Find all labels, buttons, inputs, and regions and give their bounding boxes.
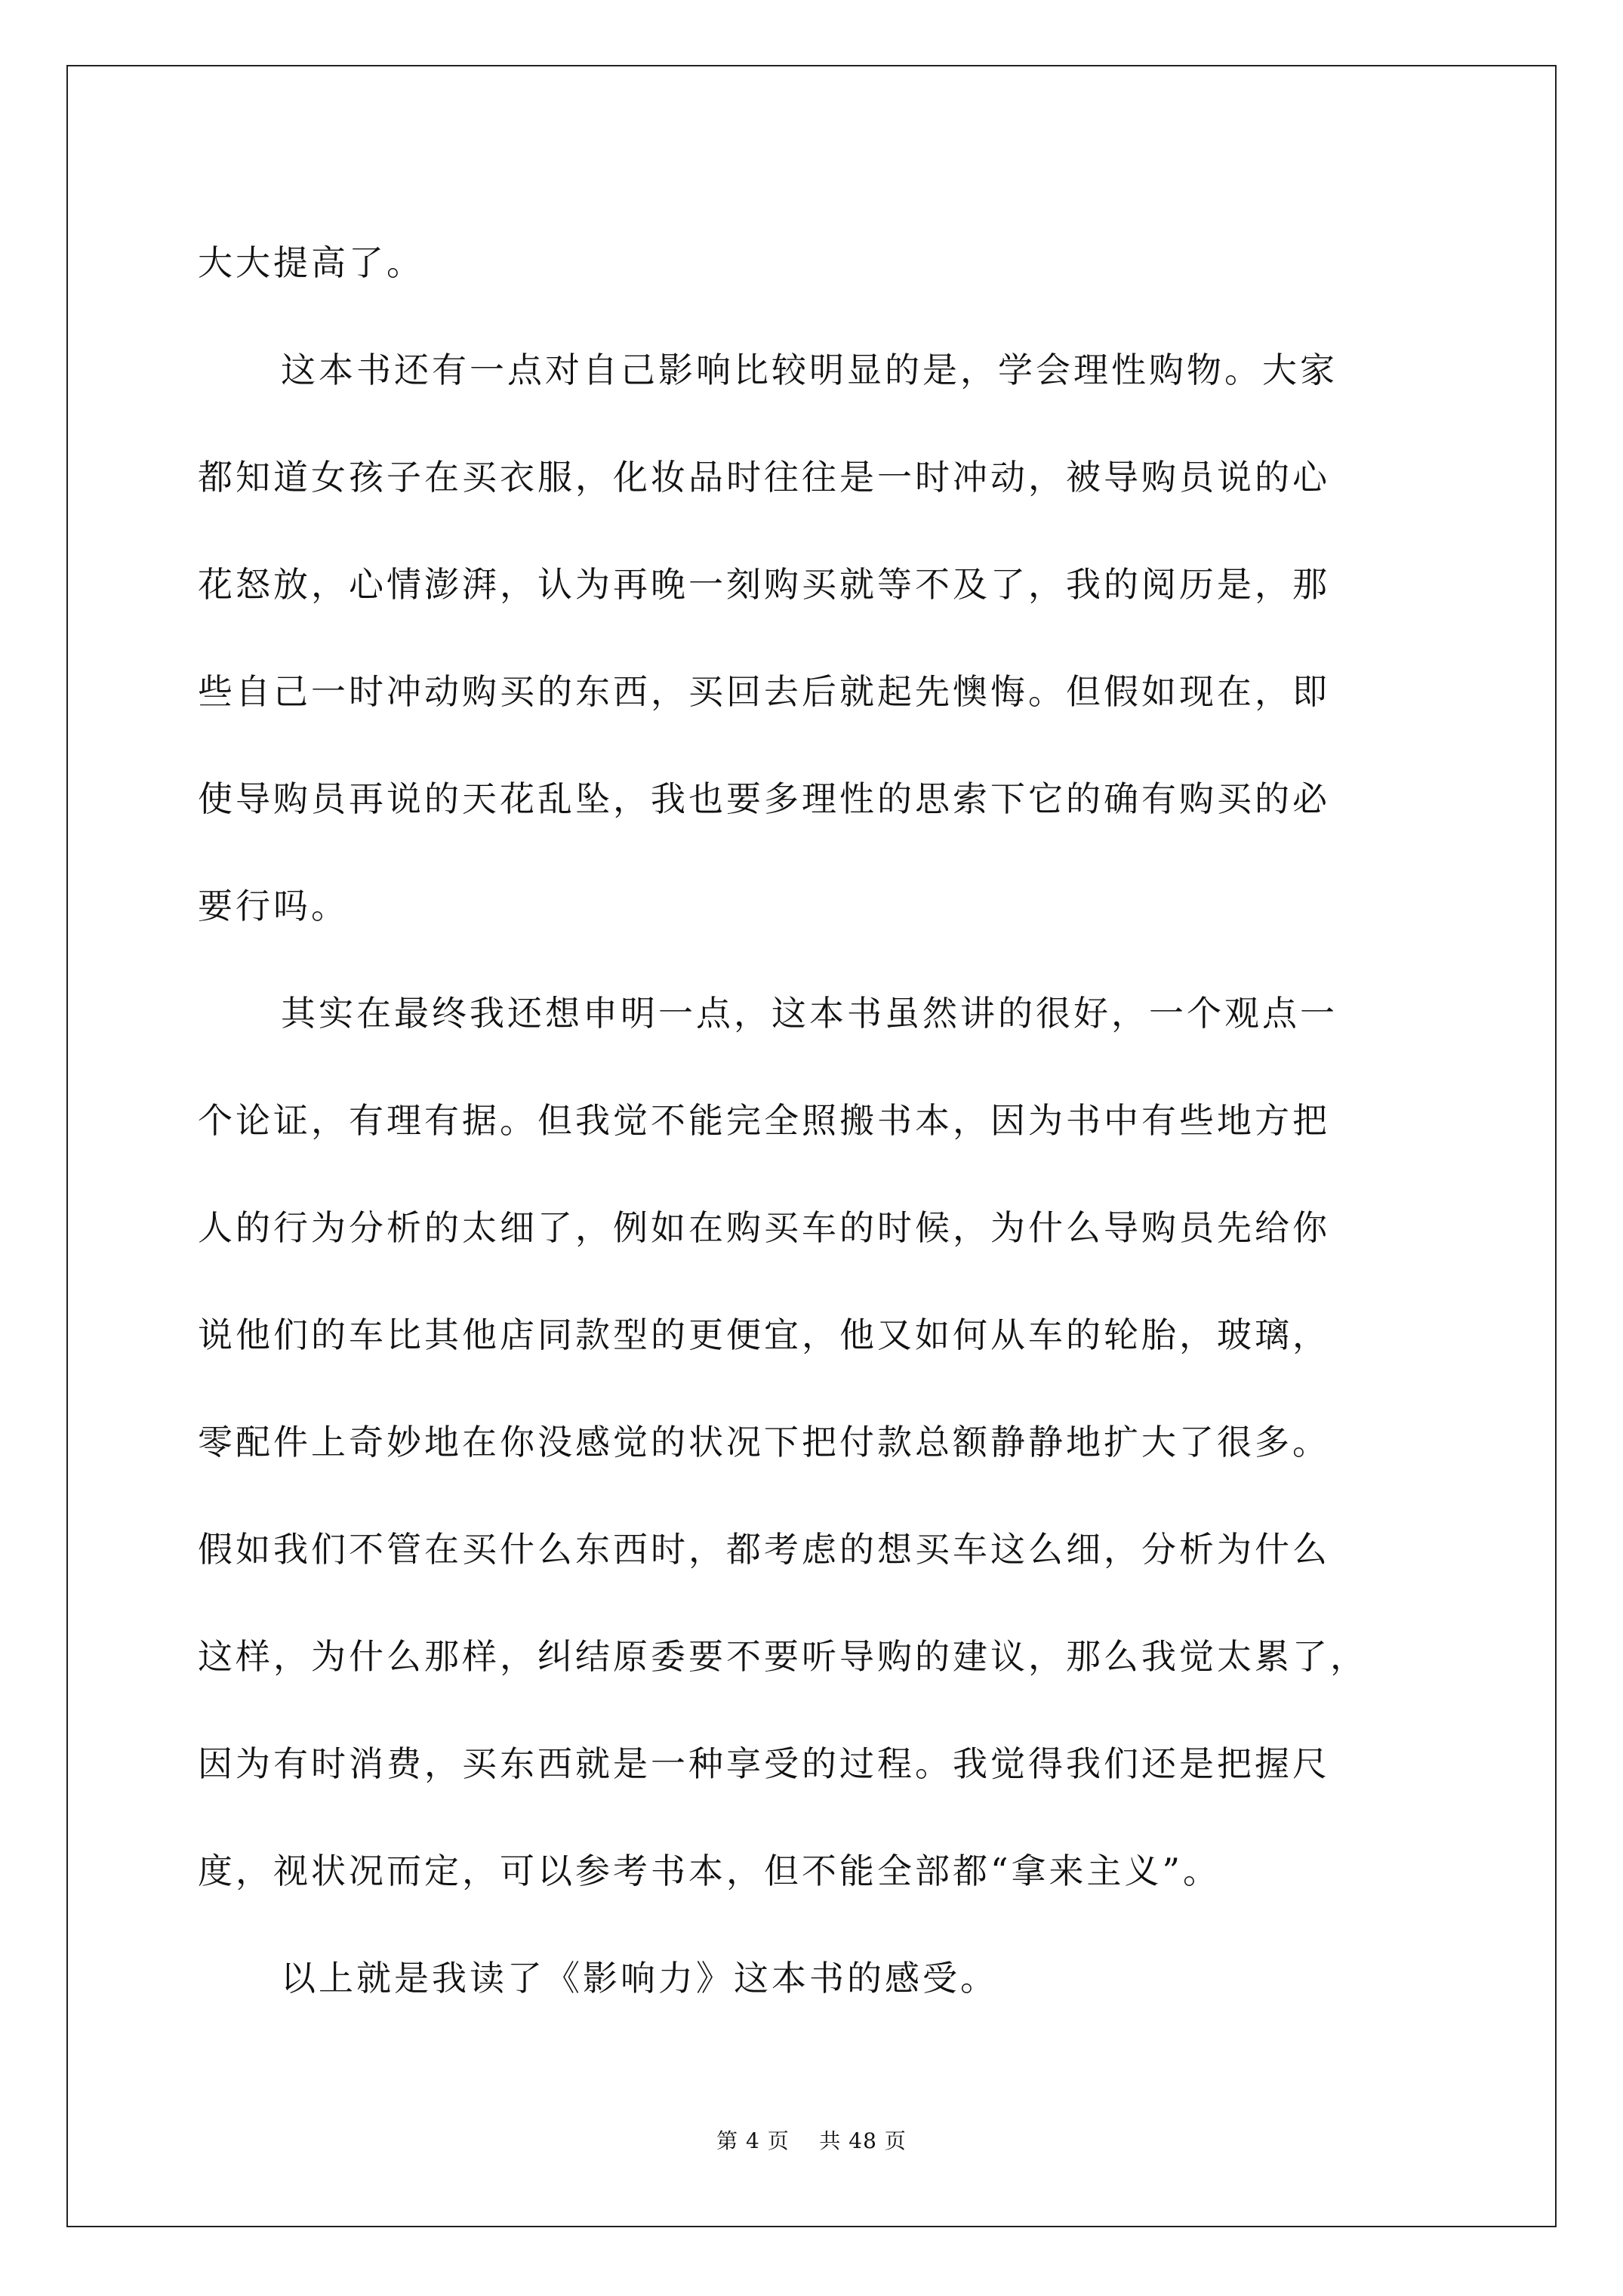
text-line: 说他们的车比其他店同款型的更便宜，他又如何从车的轮胎，玻璃， <box>198 1314 1330 1355</box>
text-line: 零配件上奇妙地在你没感觉的状况下把付款总额静静地扩大了很多。 <box>198 1422 1330 1462</box>
paragraph-start-line: 这本书还有一点对自己影响比较明显的是，学会理性购物。大家 <box>281 350 1338 390</box>
text-line: 人的行为分析的太细了，例如在购买车的时候，为什么导购员先给你 <box>198 1207 1330 1248</box>
text-line: 些自己一时冲动购买的东西，买回去后就起先懊悔。但假如现在，即 <box>198 671 1330 712</box>
text-line: 假如我们不管在买什么东西时，都考虑的想买车这么细，分析为什么 <box>198 1529 1330 1570</box>
paragraph-start-line: 其实在最终我还想申明一点，这本书虽然讲的很好，一个观点一 <box>281 993 1338 1034</box>
text-line: 都知道女孩子在买衣服，化妆品时往往是一时冲动，被导购员说的心 <box>198 457 1330 498</box>
text-line: 度，视状况而定，可以参考书本，但不能全部都“拿来主义”。 <box>198 1851 1221 1891</box>
page-footer <box>0 2128 1623 2155</box>
paragraph-start-line: 以上就是我读了《影响力》这本书的感受。 <box>281 1958 998 1999</box>
text-line: 大大提高了。 <box>198 242 424 283</box>
text-line: 使导购员再说的天花乱坠，我也要多理性的思索下它的确有购买的必 <box>198 778 1330 819</box>
text-line: 要行吗。 <box>198 886 349 926</box>
text-line: 花怒放，心情澎湃，认为再晚一刻购买就等不及了，我的阅历是，那 <box>198 564 1330 605</box>
text-line: 个论证，有理有据。但我觉不能完全照搬书本，因为书中有些地方把 <box>198 1100 1330 1141</box>
page-number: 第 4 页 <box>716 2128 790 2153</box>
text-line: 因为有时消费，买东西就是一种享受的过程。我觉得我们还是把握尺 <box>198 1743 1330 1784</box>
page-total: 共 48 页 <box>819 2128 907 2153</box>
text-line: 这样，为什么那样，纠结原委要不要听导购的建议，那么我觉太累了， <box>198 1636 1368 1677</box>
